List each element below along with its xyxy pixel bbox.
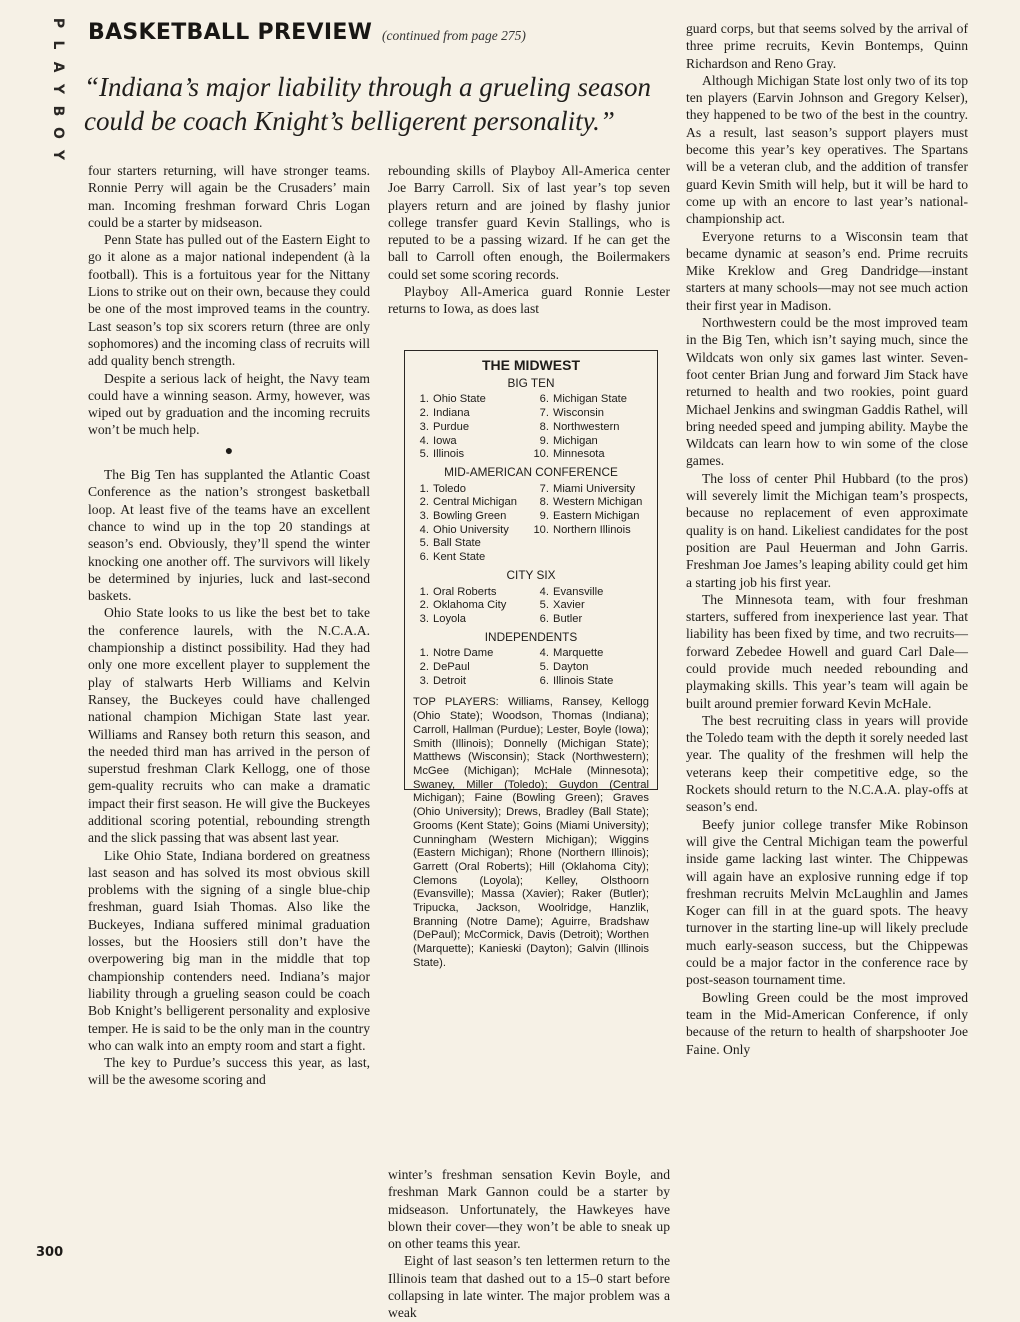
masthead-letter: Y — [50, 149, 66, 161]
team-name: Michigan — [553, 434, 598, 447]
ranking-item — [533, 524, 649, 538]
rank-number: 10. — [533, 448, 549, 461]
rank-number: 3. — [419, 674, 429, 687]
rank-number: 3. — [419, 612, 429, 625]
paragraph: Like Ohio State, Indiana bordered on greatness last season and has solved its most obvious skill problems with the signing of a single blue-chip freshman, guard Isiah Thomas. Also like the Buckeyes, Indiana suffered minimal graduation losses, but the Hoosiers still don’t have the overpowering big man in the middle that top championship contenders need. Indiana’s major liability through a grueling season could be coach Bob Knight’s belligerent personality and explosive temper. He is said to be the only man in the country who can walk into an empty room and start a fight. — [88, 847, 370, 1053]
ranking-item — [533, 448, 649, 462]
pull-quote: “Indiana’s major liability through a grueling season could be coach Knight’s belligerent personality.” — [84, 72, 652, 136]
team-name: Ohio State — [433, 393, 486, 406]
team-name: Detroit — [433, 674, 466, 687]
paragraph: The loss of center Phil Hubbard (to the pros) will severely limit the Michigan team’s prospects, because no replacement of even approximate quality is on hand. Likeliest candidates for the post position are Paul Heuerman and John Garris. Freshman Joe James’s leaping ability could get him a starting job his first year. — [686, 470, 968, 590]
ranking-item — [413, 599, 529, 613]
sidebar-title: THE MIDWEST — [482, 357, 580, 373]
team-name: Ball State — [433, 537, 481, 550]
article-column-2-top — [388, 162, 670, 318]
paragraph: The best recruiting class in years will provide the Toledo team with the depth it sorely needed last year. The quality of the freshmen will help the veterans keep their competitive edge, so the Rockets should return to the N.C.A.A. play-offs at season’s end. — [686, 712, 968, 815]
paragraph: winter’s freshman sensation Kevin Boyle, and freshman Mark Gannon could be a starter by midseason. Unfortunately, the Hawkeyes have blown their cover—they won’t be able to sneak up on other teams this year. — [388, 1167, 670, 1252]
paragraph: rebounding skills of Playboy All-America center Joe Barry Carroll. Six of last year’s top seven players return and are joined by flashy junior college transfer guard Kevin Stallings, who is reputed to be a passing wizard. If he can get the ball to Carroll often enough, the Boilermakers could set some scoring records. — [388, 163, 670, 282]
ranking-column — [533, 483, 649, 565]
rank-number: 6. — [539, 612, 549, 625]
rank-number: 5. — [419, 537, 429, 550]
rank-number: 1. — [419, 585, 429, 598]
rank-number: 3. — [419, 510, 429, 523]
paragraph: The key to Purdue’s success this year, as last, will be the awesome scoring and — [88, 1055, 370, 1088]
team-name: Illinois — [433, 448, 465, 461]
ranking-item — [413, 496, 529, 510]
rank-number: 9. — [539, 434, 549, 447]
ranking-item — [413, 435, 529, 449]
ranking-item — [413, 675, 529, 689]
ranking-column — [533, 647, 649, 688]
ranking-item — [533, 483, 649, 497]
team-name: Wisconsin — [553, 407, 604, 420]
rank-number: 9. — [539, 510, 549, 523]
team-name: Dayton — [553, 661, 589, 674]
rank-number: 4. — [539, 647, 549, 660]
rank-number: 5. — [419, 448, 429, 461]
team-name: Loyola — [433, 612, 466, 625]
ranking-item — [413, 483, 529, 497]
rank-number: 2. — [419, 599, 429, 612]
team-name: Minnesota — [553, 448, 605, 461]
rank-number: 3. — [419, 420, 429, 433]
team-name: Northern Illinois — [553, 523, 631, 536]
team-name: Oklahoma City — [433, 599, 507, 612]
masthead-letter: B — [50, 105, 66, 117]
masthead-letter: A — [50, 61, 66, 73]
rank-number: 1. — [419, 647, 429, 660]
team-name: Western Michigan — [553, 496, 643, 509]
ranking-column — [533, 393, 649, 462]
conference-name: BIG TEN — [507, 375, 555, 390]
paragraph: four starters returning, will have stronger teams. Ronnie Perry will again be the Crusaders’ main man. Incoming freshman forward Chris Logan could be a starter by midseason. — [88, 163, 370, 230]
paragraph: Ohio State looks to us like the best bet to take the conference laurels, with the N.C.A.A. championship a distinct possibility. Had they had only one more excellent player to supplement the play of stalwarts Herb Williams and Kelvin Ransey, the Buckeyes could have challenged national champion Michigan State last year. Williams and Ransey both return this season, and the needed third man has arrived in the person of superstud freshman Clark Kellogg, one of those gem-quality recruits who can make a dramatic impact their first season. He will give the Buckeyes additional scoring potential, rebounding strength and the slick passing that was absent last year. — [88, 605, 370, 846]
paragraph: Everyone returns to a Wisconsin team that became dynamic at season’s end. Prime recruits Mike Kreklow and Greg Dandridge—instant starters at many schools—may not see much action their first year in Madison. — [686, 228, 968, 313]
team-name: Butler — [553, 612, 583, 625]
masthead-letter: L — [50, 40, 66, 50]
ranking-item — [533, 647, 649, 661]
rank-number: 5. — [539, 661, 549, 674]
ranking-item — [533, 661, 649, 675]
ranking-item — [413, 407, 529, 421]
ranking-item — [533, 599, 649, 613]
rank-number: 4. — [419, 434, 429, 447]
team-name: Eastern Michigan — [553, 510, 640, 523]
team-name: Purdue — [433, 420, 470, 433]
paragraph: Northwestern could be the most improved team in the Big Ten, which isn’t saying much, since the Wildcats won only six games last winter. Seven-foot center Brian Jung and forward Jim Stack have returned to health and two rookies, point guard Michael Jenkins and swingman Gaddis Rathel, will bring needed speed and jumping ability. Maybe the Wildcats can learn how to win some of the close games. — [686, 315, 968, 469]
ranking-item — [413, 393, 529, 407]
ranking-column — [413, 393, 529, 462]
rank-number: 5. — [539, 599, 549, 612]
ranking-item — [413, 510, 529, 524]
ranking-item — [413, 661, 529, 675]
paragraph: Despite a serious lack of height, the Navy team could have a winning season. Army, however, was wiped out by graduation and the incoming recruits won’t be much help. — [88, 370, 370, 438]
ranking-item — [413, 524, 529, 538]
ranking-column — [413, 483, 529, 565]
team-name: Indiana — [433, 407, 470, 420]
team-name: Ohio University — [433, 523, 509, 536]
magazine-masthead — [50, 12, 66, 166]
ranking-item — [413, 537, 529, 551]
ranking-item — [533, 393, 649, 407]
ranking-item — [533, 613, 649, 627]
team-name: Marquette — [553, 647, 604, 660]
paragraph: Although Michigan State lost only two of its top ten players (Earvin Johnson and Gregory Kelser), they happened to be two of the best in the country. As a result, last season’s support players must become this year’s key operatives. The Spartans will be a veteran club, and the addition of transfer guard Kevin Smith will help, but it will be hard to come up with an encore to last year’s national-championship act. — [686, 72, 968, 227]
conference-rankings — [413, 377, 649, 689]
ranking-item — [533, 510, 649, 524]
ranking-item — [413, 448, 529, 462]
team-name: Illinois State — [553, 674, 614, 687]
article-column-1 — [88, 162, 370, 1089]
ranking-item — [413, 647, 529, 661]
paragraph: Bowling Green could be the most improved team in the Mid-American Conference, if only because of the return to health of sharpshooter Joe Faine. Only — [686, 989, 968, 1057]
team-name: Evansville — [553, 585, 604, 598]
paragraph: guard corps, but that seems solved by the arrival of three prime recruits, Kevin Bontemps, Quinn Richardson and Reno Gray. — [686, 21, 968, 71]
conference-name: MID-AMERICAN CONFERENCE — [444, 464, 618, 479]
rank-number: 10. — [533, 523, 549, 536]
ranking-item — [533, 435, 649, 449]
team-name: Bowling Green — [433, 510, 507, 523]
conference-name: CITY SIX — [506, 567, 556, 582]
ranking-item — [413, 421, 529, 435]
article-title: BASKETBALL PREVIEW — [88, 20, 373, 45]
masthead-letter: O — [50, 127, 66, 139]
team-name: Toledo — [433, 482, 466, 495]
ranking-grid — [413, 483, 649, 565]
team-name: Northwestern — [553, 420, 620, 433]
continued-note: (continued from page 275) — [382, 28, 526, 43]
paragraph: Playboy All-America guard Ronnie Lester returns to Iowa, as does last — [388, 284, 670, 317]
ranking-grid — [413, 586, 649, 627]
article-column-3 — [686, 20, 968, 1058]
article-column-2-bottom — [388, 1166, 670, 1322]
rank-number: 8. — [539, 496, 549, 509]
page-number: 300 — [36, 1245, 64, 1260]
team-name: Oral Roberts — [433, 585, 497, 598]
rank-number: 2. — [419, 407, 429, 420]
rank-number: 1. — [419, 393, 429, 406]
rank-number: 4. — [539, 585, 549, 598]
conference-name: INDEPENDENTS — [484, 629, 578, 644]
top-players: TOP PLAYERS: Williams, Ransey, Kellogg (Ohio State); Woodson, Thomas (Indiana); Carroll, Hallman (Purdue); Lester, Boyle (Iowa); Smith (Illinois); Donnelly (Michigan State); Matthews (Wisconsin); Stack (Northwestern); McGee (Michigan); McHale (Minnesota); Swaney, Miller (Toledo); Guydon (Central Michigan); Faine (Bowling Green); Graves (Ohio University); Drews, Bradley (Ball State); Grooms (Kent State); Goins (Miami University); Cunningham (Western Michigan); Wiggins (Eastern Michigan); Rhone (Northern Illinois); Garrett (Oral Roberts); Hill (Oklahoma City); Clemons (Loyola); Kelley, Olsthoorn (Evansville); Massa (Xavier); Raker (Butler); Tripucka, Jackson, Woolridge, Hanzlik, Branning (Notre Dame); Aguirre, Bradshaw (DePaul); McCormick, Davis (Detroit); Worthen (Marquette); Kanieski (Dayton); Galvin (Illinois State). — [413, 696, 649, 969]
ranking-column — [533, 586, 649, 627]
ranking-column — [413, 647, 529, 688]
rank-number: 2. — [419, 496, 429, 509]
rank-number: 1. — [419, 482, 429, 495]
masthead-letter: P — [50, 17, 66, 29]
team-name: Michigan State — [553, 393, 628, 406]
paragraph: Eight of last season’s ten lettermen return to the Illinois team that dashed out to a 15–0 start before collapsing in late winter. The major problem was a weak — [388, 1253, 670, 1321]
midwest-sidebar-box — [404, 350, 658, 969]
rank-number: 2. — [419, 661, 429, 674]
rank-number: 6. — [539, 393, 549, 406]
rank-number: 6. — [419, 551, 429, 564]
ranking-item — [533, 407, 649, 421]
ranking-item — [413, 613, 529, 627]
ranking-item — [533, 586, 649, 600]
rank-number: 7. — [539, 482, 549, 495]
team-name: Xavier — [553, 599, 585, 612]
rank-number: 8. — [539, 420, 549, 433]
ranking-grid — [413, 647, 649, 688]
rank-number: 6. — [539, 674, 549, 687]
ranking-item — [533, 496, 649, 510]
rank-number: 7. — [539, 407, 549, 420]
team-name: Iowa — [433, 434, 457, 447]
section-separator: ● — [224, 443, 234, 459]
ranking-item — [533, 675, 649, 689]
team-name: Miami University — [553, 482, 636, 495]
team-name: Kent State — [433, 551, 486, 564]
paragraph: The Minnesota team, with four freshman starters, suffered from inexperience last year. That liability has been fixed by time, and two recruits—forward Zebedee Howell and guard Carl Dale—could provide much needed rebounding and playmaking skills. This year’s team will again be built around premier forward Kevin McHale. — [686, 591, 968, 711]
rank-number: 4. — [419, 523, 429, 536]
paragraph: Penn State has pulled out of the Eastern Eight to go it alone as a major national independent (à la football). This is a fortuitous year for the Nittany Lions to strike out on their own, because they could be one of the most improved teams in the country. Last season’s top six scorers return (three are only sophomores) and the incoming class of recruits will add quality bench strength. — [88, 232, 370, 369]
ranking-column — [413, 586, 529, 627]
ranking-item — [413, 586, 529, 600]
team-name: DePaul — [433, 661, 470, 674]
paragraph: Beefy junior college transfer Mike Robinson will give the Central Michigan team the powerful inside game lacking last winter. The Chippewas will again have an explosive running edge if top freshman recruits Melvin McLaughlin and James Koger can fill in at the guard spots. The heavy turnover in the starting line-up will likely preclude much early-season success, but the Chippewas could be a major factor in the conference race by post-season tournament time. — [686, 816, 968, 988]
masthead-letter: Y — [50, 83, 66, 95]
team-name: Central Michigan — [433, 496, 517, 509]
team-name: Notre Dame — [433, 647, 494, 660]
paragraph: The Big Ten has supplanted the Atlantic Coast Conference as the nation’s strongest basketball loop. At least five of the teams have an excellent chance to wind up in the top 20 standings at season’s end. Obviously, they’ll spend the winter knocking one another off. The survivors will likely be determined by injuries, luck and last-second baskets. — [88, 467, 370, 604]
ranking-item — [413, 551, 529, 565]
ranking-item — [533, 421, 649, 435]
ranking-grid — [413, 393, 649, 462]
